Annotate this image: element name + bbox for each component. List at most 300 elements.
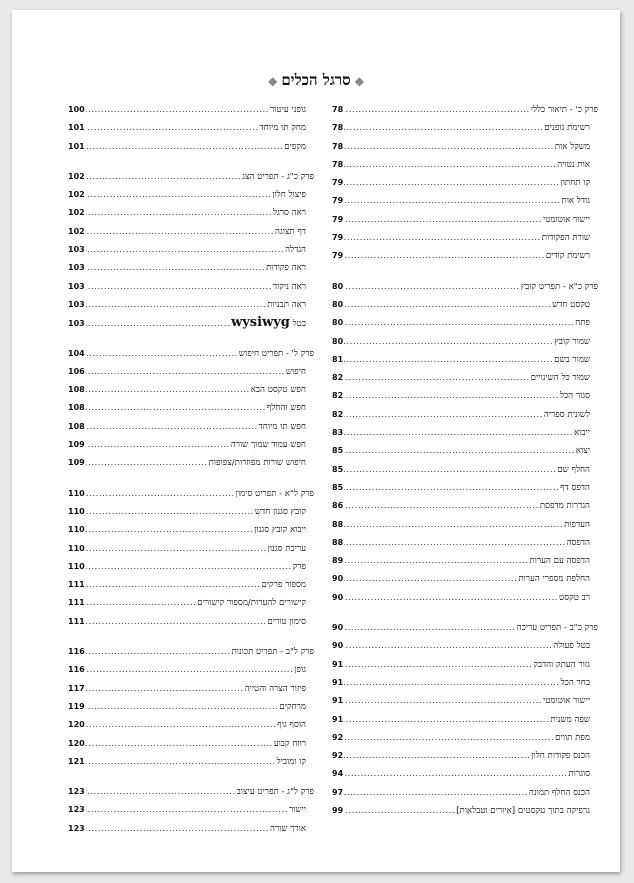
toc-entry-row: [332, 424, 598, 442]
page-number: 109: [68, 440, 85, 450]
entry-text: טקסט חדש: [552, 299, 590, 310]
section-gap: [68, 333, 314, 345]
dot-leader: [86, 661, 294, 679]
page-number: 120: [68, 720, 85, 730]
entry-text: פרק כ"ב - תפריט עריכה: [516, 623, 598, 634]
entry-text: דף תצוגה: [274, 226, 306, 237]
entry-text: גופן: [294, 665, 306, 676]
page-number: 80: [332, 281, 344, 291]
toc-entry-row: [68, 594, 314, 612]
toc-entry-row: [332, 296, 598, 314]
toc-entry-row: [332, 570, 598, 588]
toc-entry-row: [68, 138, 314, 156]
entry-text: ראה ניקוד: [272, 281, 306, 292]
chapter-title: [237, 783, 314, 801]
dot-leader: [344, 729, 554, 747]
page-number: 116: [68, 647, 85, 657]
entry-text: הגדלה: [285, 245, 306, 256]
page-number: 123: [68, 805, 85, 815]
dot-leader: [344, 278, 520, 296]
page-number: 119: [68, 701, 85, 711]
toc-entry-row: [68, 661, 314, 679]
dot-leader: [344, 296, 551, 314]
toc-entry-row: [332, 192, 598, 210]
entry-title: [576, 442, 598, 460]
entry-text: מחק תו מיוחד: [259, 123, 306, 134]
dot-leader: [344, 424, 573, 442]
page-number: 99: [332, 805, 344, 815]
page-number: 110: [68, 543, 85, 553]
entry-title: [293, 558, 314, 576]
entry-title: [270, 820, 314, 838]
entry-title: [554, 351, 598, 369]
entry-title: [273, 204, 314, 222]
dot-leader: [86, 436, 230, 454]
entry-text: גזור העתק והדבק: [533, 659, 590, 670]
entry-text: החלף שם: [557, 464, 590, 475]
dot-leader: [344, 229, 541, 247]
dot-leader: [344, 637, 552, 655]
entry-text: שפה משנית: [550, 714, 590, 725]
toc-chapter-row: [332, 619, 598, 637]
entry-title: [531, 747, 598, 765]
page-number: 117: [68, 683, 85, 693]
entry-text: הדפסה: [566, 537, 590, 548]
toc-entry-row: [68, 454, 314, 472]
dot-leader: [86, 418, 258, 436]
entry-text: משקל אות: [554, 141, 590, 152]
entry-title: [254, 521, 314, 539]
page-number: 102: [68, 190, 85, 200]
entry-text: לשונית ספריה: [543, 409, 590, 420]
page-number: 103: [68, 319, 85, 329]
dot-leader: [344, 784, 528, 802]
dot-leader: [86, 296, 266, 314]
page-number: 121: [68, 756, 85, 766]
page-number: 103: [68, 299, 85, 309]
toc-entry-row: [332, 711, 598, 729]
page-number: 102: [68, 171, 85, 181]
page-number: 81: [332, 354, 344, 364]
entry-text: שמור בשם: [554, 354, 590, 365]
page-number: 82: [332, 373, 344, 383]
entry-title: [267, 296, 314, 314]
entry-title: [561, 174, 599, 192]
entry-text: קו תחתון: [560, 178, 590, 189]
entry-text: רווח קבוע: [273, 738, 306, 749]
toc-entry-row: [332, 314, 598, 332]
page-number: 109: [68, 458, 85, 468]
page-number: 103: [68, 281, 85, 291]
dot-leader: [344, 692, 542, 710]
dot-leader: [86, 186, 272, 204]
entry-text: פרק כ"ג - תפריט הצג: [242, 171, 314, 182]
toc-entry-row: [68, 558, 314, 576]
chapter-title: [239, 345, 314, 363]
entry-title: [544, 406, 598, 424]
toc-entry-row: [68, 241, 314, 259]
entry-title: [268, 540, 314, 558]
toc-entry-row: [332, 589, 598, 607]
entry-text: יישור: [288, 805, 306, 816]
page-number: 92: [332, 732, 344, 742]
entry-title: [456, 802, 598, 820]
entry-title: [289, 801, 314, 819]
dot-leader: [344, 747, 530, 765]
dot-leader: [344, 351, 553, 369]
entry-title: [267, 399, 314, 417]
toc-entry-row: [332, 637, 598, 655]
dot-leader: [86, 345, 238, 363]
dot-leader: [86, 278, 272, 296]
toc-entry-row: [332, 479, 598, 497]
diamond-ornament-icon: ◆: [268, 74, 278, 88]
toc-entry-row: [68, 521, 314, 539]
toc-entry-row: [332, 656, 598, 674]
entry-title: [540, 497, 598, 515]
chapter-title: [531, 101, 598, 119]
dot-leader: [86, 783, 236, 801]
entry-text: חפש טקסט הבא: [250, 385, 306, 396]
toc-entry-row: [68, 278, 314, 296]
page-number: 85: [332, 446, 344, 456]
entry-text: פיזור הצרה והטייה: [244, 683, 306, 694]
entry-title: [554, 333, 598, 351]
dot-leader: [344, 247, 545, 265]
toc-entry-row: [68, 204, 314, 222]
page-number: 82: [332, 391, 344, 401]
page-number: 90: [332, 592, 344, 602]
dot-leader: [344, 516, 563, 534]
entry-title: [544, 119, 598, 137]
toc-entry-row: [332, 674, 598, 692]
page-number: 80: [332, 336, 344, 346]
entry-text: עריכת סגנון: [267, 543, 306, 554]
entry-title: [531, 369, 598, 387]
dot-leader: [86, 735, 273, 753]
page-number: 101: [68, 123, 85, 133]
section-gap: [68, 156, 314, 168]
entry-text: חפש והחלף: [266, 403, 306, 414]
entry-title: [294, 661, 314, 679]
entry-title: [561, 192, 598, 210]
toc-entry-row: [68, 186, 314, 204]
page-number: 102: [68, 208, 85, 218]
dot-leader: [344, 138, 554, 156]
dot-leader: [86, 119, 259, 137]
entry-text: מפת תווים: [555, 732, 590, 743]
toc-entry-row: [332, 156, 598, 174]
entry-title: [245, 680, 314, 698]
section-gap: [68, 771, 314, 783]
dot-leader: [86, 680, 244, 698]
toc-entry-row: [332, 802, 598, 820]
entry-text: הדפסה עם הערות: [529, 556, 590, 567]
page-number: 97: [332, 787, 344, 797]
toc-entry-row: [332, 552, 598, 570]
entry-title: [560, 387, 598, 405]
page-number: 78: [332, 141, 344, 151]
dot-leader: [344, 192, 560, 210]
page-number: 82: [332, 409, 344, 419]
page-number: 110: [68, 506, 85, 516]
diamond-ornament-icon: ◆: [354, 74, 364, 88]
dot-leader: [86, 594, 197, 612]
dot-leader: [344, 387, 559, 405]
dot-leader: [344, 211, 542, 229]
entry-text: סימון טורים: [267, 616, 306, 627]
entry-text: חפש תו מיוחד: [258, 421, 306, 432]
dot-leader: [86, 801, 288, 819]
toc-chapter-row: [68, 485, 314, 503]
page-number: 80: [332, 318, 344, 328]
dot-leader: [344, 802, 455, 820]
toc-entry-row: [68, 753, 314, 771]
chapter-title: [231, 643, 314, 661]
toc-entry-row: [332, 765, 598, 783]
page-number: 110: [68, 488, 85, 498]
toc-entry-row: [68, 716, 314, 734]
entry-text: העדפות: [564, 519, 590, 530]
entry-text: ראה פקודות: [266, 263, 306, 274]
entry-title: [564, 516, 598, 534]
chapter-title: [236, 485, 314, 503]
dot-leader: [86, 503, 254, 521]
entry-title: [557, 156, 598, 174]
page-number: 103: [68, 245, 85, 255]
dot-leader: [344, 314, 574, 332]
entry-text: פיצול חלון: [272, 190, 306, 201]
page-number: 88: [332, 519, 344, 529]
entry-text: הכנס החלף תמונה: [528, 787, 590, 798]
toc-entry-row: [68, 576, 314, 594]
entry-text: פרק כ' - תיאור כללי: [530, 105, 598, 115]
entry-text: הדפס דף: [560, 482, 590, 493]
page-number: 111: [68, 616, 85, 626]
page-number: 102: [68, 226, 85, 236]
entry-text: גרפיקה בתוך טקסטים [איורים וטבלאות]: [456, 805, 590, 816]
entry-text: חיפוש שורות מפוזרות/צפופות: [208, 458, 306, 469]
page-number: 91: [332, 677, 344, 687]
page-number: 101: [68, 141, 85, 151]
toc-entry-row: [332, 351, 598, 369]
toc-entry-row: [332, 534, 598, 552]
entry-title: [275, 223, 314, 241]
dot-leader: [344, 461, 556, 479]
toc-entry-row: [68, 296, 314, 314]
entry-text: פתח: [575, 318, 590, 329]
toc-chapter-row: [68, 345, 314, 363]
dot-leader: [86, 698, 279, 716]
toc-entry-row: [332, 211, 598, 229]
dot-leader: [344, 101, 530, 119]
entry-text: מקפים: [284, 141, 306, 152]
entry-title: [574, 424, 598, 442]
entry-text: ייבוא: [573, 428, 590, 439]
dot-leader: [344, 656, 532, 674]
entry-text: ראה תבניות: [267, 299, 306, 310]
page-number: 108: [68, 421, 85, 431]
toc-entry-row: [332, 174, 598, 192]
entry-title: [555, 729, 598, 747]
page-number: 103: [68, 263, 85, 273]
chapter-title: [242, 168, 314, 186]
page-number: 79: [332, 214, 344, 224]
entry-text: יישור אוטומטי: [542, 696, 590, 707]
dot-leader: [86, 643, 231, 661]
dot-leader: [86, 138, 283, 156]
toc-entry-row: [332, 119, 598, 137]
entry-text: קישורים להערות/מספור קישורים: [197, 598, 306, 609]
section-gap: [68, 473, 314, 485]
entry-title: [546, 247, 598, 265]
page-number: 100: [68, 105, 85, 114]
toc-entry-row: [68, 820, 314, 838]
page-number: 85: [332, 482, 344, 492]
entry-title: [533, 656, 598, 674]
dot-leader: [86, 223, 274, 241]
entry-text: פרק כ"א - תפריט קובץ: [520, 281, 598, 292]
dot-leader: [86, 820, 269, 838]
page-number: 91: [332, 696, 344, 706]
dot-leader: [344, 369, 529, 387]
chapter-title: [521, 278, 598, 296]
toc-entry-row: [332, 229, 598, 247]
entry-text: פרק ל"ג - תפריט עיצוב: [236, 787, 314, 798]
toc-entry-row: [332, 247, 598, 265]
page-number: 94: [332, 769, 344, 779]
entry-title: [272, 186, 314, 204]
entry-text: מרחקים: [279, 701, 306, 712]
entry-title: [552, 296, 598, 314]
entry-title: [266, 259, 314, 277]
dot-leader: [86, 101, 269, 119]
entry-text: יצוא: [575, 446, 590, 457]
entry-text: פרק: [292, 561, 306, 572]
dot-leader: [344, 589, 558, 607]
page-number: 110: [68, 561, 85, 571]
page-number: 92: [332, 751, 344, 761]
page-number: 111: [68, 598, 85, 608]
page-number: 111: [68, 580, 85, 590]
dot-leader: [344, 479, 559, 497]
entry-title: [557, 461, 598, 479]
dot-leader: [344, 570, 517, 588]
page-number: 78: [332, 105, 344, 114]
page-number: 106: [68, 366, 85, 376]
entry-text: סוגרות: [568, 769, 590, 780]
dot-leader: [344, 119, 543, 137]
dot-leader: [86, 753, 276, 771]
page-title: [12, 71, 620, 90]
dot-leader: [86, 241, 284, 259]
entry-text: סגור הכל: [559, 391, 590, 402]
dot-leader: [86, 540, 267, 558]
page-number: 79: [332, 251, 344, 261]
page-number: 91: [332, 659, 344, 669]
toc-entry-row: [332, 387, 598, 405]
dot-leader: [344, 333, 553, 351]
entry-text: החלפת מספרי הערות: [518, 574, 590, 585]
dot-leader: [344, 711, 549, 729]
entry-title: [555, 138, 598, 156]
toc-entry-row: [332, 692, 598, 710]
dot-leader: [86, 315, 230, 333]
entry-title: [529, 784, 598, 802]
dot-leader: [86, 613, 267, 631]
entry-title: [273, 278, 314, 296]
entry-title: [277, 716, 314, 734]
toc-entry-row: [332, 461, 598, 479]
dot-leader: [344, 406, 543, 424]
entry-title: [261, 576, 314, 594]
entry-title: [255, 503, 314, 521]
dot-leader: [86, 521, 254, 539]
entry-text: חיפוש: [285, 366, 306, 377]
entry-text: חפש עמוד שמוך שורה: [230, 440, 306, 451]
page-number: 79: [332, 233, 344, 243]
dot-leader: [344, 619, 516, 637]
toc-left-column: [68, 101, 314, 838]
entry-text: אורך שורה: [270, 823, 306, 834]
dot-leader: [86, 716, 277, 734]
toc-entry-row: [332, 333, 598, 351]
toc-entry-row: [68, 613, 314, 631]
page-number: 88: [332, 537, 344, 547]
entry-title: [560, 479, 598, 497]
entry-text: רב טקסט: [559, 592, 590, 603]
entry-title: [285, 241, 314, 259]
page-title-text: סרגל הכלים: [281, 71, 351, 89]
entry-title: [542, 229, 598, 247]
entry-text: רשימת קודים: [545, 251, 590, 262]
entry-text: הוסף גוף: [277, 720, 306, 731]
entry-text: קובץ סגנון חדש: [254, 506, 306, 517]
dot-leader: [86, 485, 235, 503]
entry-title: [575, 314, 598, 332]
toc-entry-row: [68, 399, 314, 417]
dot-leader: [344, 497, 539, 515]
toc-entry-row: [68, 503, 314, 521]
page-number: 78: [332, 123, 344, 133]
entry-text: הכנס פקודות חלון: [531, 751, 590, 762]
toc-entry-row: [68, 101, 314, 119]
toc-right-column: [332, 101, 598, 820]
dot-leader: [86, 454, 208, 472]
page-number: 108: [68, 385, 85, 395]
toc-chapter-row: [332, 278, 598, 296]
toc-entry-row: [68, 259, 314, 277]
page-number: 91: [332, 714, 344, 724]
toc-entry-row: [68, 314, 314, 332]
entry-title: [559, 589, 598, 607]
entry-text: יישור אוטומטי: [542, 214, 590, 225]
entry-text: בחר הכל: [560, 677, 590, 688]
entry-title: [568, 765, 598, 783]
page-number: 79: [332, 178, 344, 188]
page-number: 123: [68, 787, 85, 797]
entry-text: פרק ל' - תפריט חיפוש: [238, 348, 314, 359]
section-gap: [332, 607, 598, 619]
entry-title: [277, 753, 314, 771]
toc-entry-row: [332, 784, 598, 802]
dot-leader: [86, 363, 285, 381]
page-number: 108: [68, 403, 85, 413]
document-page: [12, 10, 620, 872]
dot-leader: [86, 381, 250, 399]
entry-title: [561, 674, 598, 692]
entry-title: [251, 381, 314, 399]
